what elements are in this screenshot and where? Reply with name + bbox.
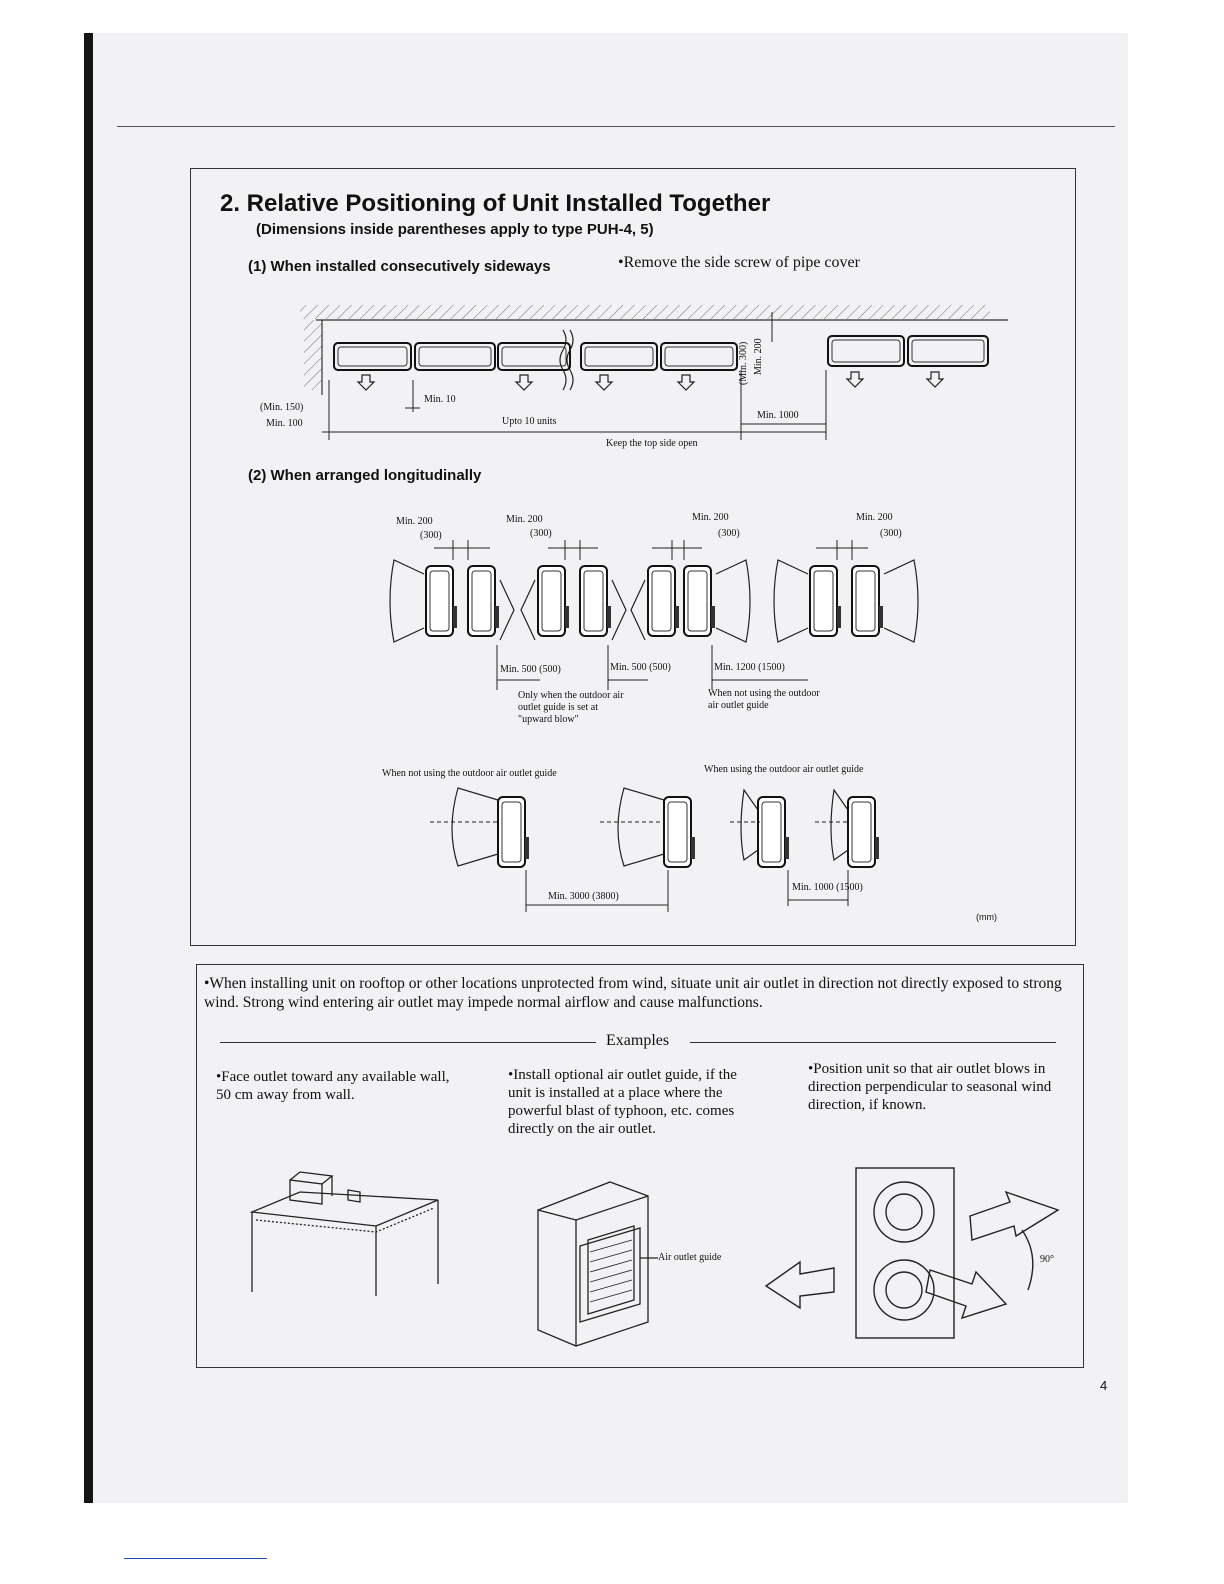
note-not-using-guide: When not using the outdoor air outlet guide — [708, 688, 820, 711]
gap-label-1-paren: (300) — [420, 530, 442, 541]
footer-link-line — [124, 1558, 267, 1559]
sideways-heading: (1) When installed consecutively sideways — [248, 258, 551, 275]
longitudinal-heading: (2) When arranged longitudinally — [248, 467, 482, 484]
example-3-text: •Position unit so that air outlet blows in direction perpendicular to seasonal wind direction, if known. — [808, 1061, 1052, 1113]
gap-label-4-paren: (300) — [880, 528, 902, 539]
dist-3000: Min. 3000 (3800) — [548, 891, 619, 902]
gap-label-1-min: Min. 200 — [396, 516, 433, 527]
min-100-label: Min. 100 — [266, 418, 303, 429]
upto-units-label: Upto 10 units — [502, 416, 557, 427]
page-number: 4 — [1100, 1378, 1108, 1393]
keep-top-open-label: Keep the top side open — [606, 438, 698, 449]
gap-label-3-paren: (300) — [718, 528, 740, 539]
caption-not-using-guide: When not using the outdoor air outlet guide — [382, 768, 557, 779]
min-1000-label: Min. 1000 — [757, 410, 799, 421]
note-upward-blow: Only when the outdoor air outlet guide is set at "upward blow" — [518, 690, 624, 725]
caption-using-guide: When using the outdoor air outlet guide — [704, 764, 864, 775]
dist-500-b: Min. 500 (500) — [610, 662, 671, 673]
section-title: 2. Relative Positioning of Unit Installed Together — [220, 190, 771, 217]
section-subtitle: (Dimensions inside parentheses apply to type PUH-4, 5) — [256, 221, 654, 238]
examples-label: Examples — [606, 1032, 670, 1049]
gap-label-2-min: Min. 200 — [506, 514, 543, 525]
min-300-label: (Min. 300) — [738, 341, 749, 385]
unit-mm: (mm) — [976, 912, 997, 922]
angle-90-label: 90° — [1040, 1254, 1054, 1265]
gap-label-2-paren: (300) — [530, 528, 552, 539]
dist-500-a: Min. 500 (500) — [500, 664, 561, 675]
air-outlet-guide-label: Air outlet guide — [658, 1252, 722, 1263]
gap-label-3-min: Min. 200 — [692, 512, 729, 523]
dist-1000: Min. 1000 (1500) — [792, 882, 863, 893]
example-2-text: •Install optional air outlet guide, if the unit is installed at a place where the powerful blast of typhoon, etc. comes directly on the air outlet. — [508, 1067, 737, 1137]
min-10-label: Min. 10 — [424, 394, 456, 405]
wind-paragraph: •When installing unit on rooftop or other locations unprotected from wind, situate unit air outlet in direction not directly exposed to strong wind. Strong wind entering air outlet may impede normal airflow and cause malfunctions. — [204, 975, 1062, 1011]
min-200-label: Min. 200 — [753, 338, 764, 375]
min-150-label: (Min. 150) — [260, 402, 304, 413]
dist-1200: Min. 1200 (1500) — [714, 662, 785, 673]
gap-label-4-min: Min. 200 — [856, 512, 893, 523]
example-1-text: •Face outlet toward any available wall, 50 cm away from wall. — [216, 1069, 450, 1103]
sideways-note: •Remove the side screw of pipe cover — [618, 254, 860, 271]
